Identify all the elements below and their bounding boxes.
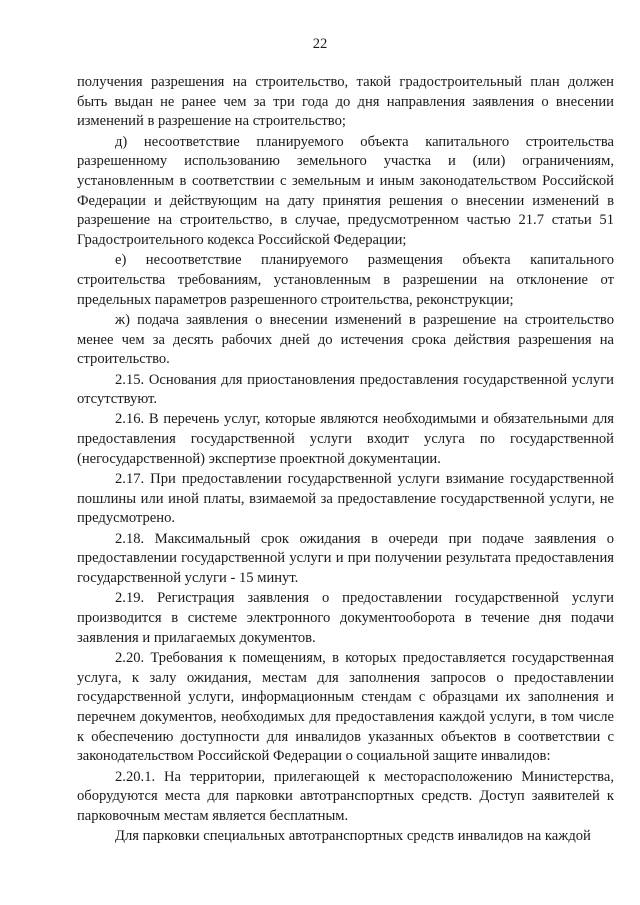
paragraph-2-15: 2.15. Основания для приостановления предоставления государственной услуги отсутствуют. bbox=[77, 371, 614, 408]
paragraph-2-17: 2.17. При предоставлении государственной услуги взимание государственной пошлины или иной платы, взимаемой за предоставление государственной услуги, не предусмотрено. bbox=[77, 471, 614, 527]
page-number: 22 bbox=[312, 36, 328, 52]
paragraph-item-zh: ж) подача заявления о внесении изменений в разрешение на строительство менее чем за десять рабочих дней до истечения срока действия разрешения на строительство. bbox=[77, 311, 614, 368]
document-body bbox=[77, 73, 614, 847]
paragraph-2-16: 2.16. В перечень услуг, которые являются необходимыми и обязательными для предоставления государственной услуги входит услуга по государственной (негосударственной) экспертизе проектной документации. bbox=[77, 411, 614, 467]
paragraph-continuation: получения разрешения на строительство, такой градостроительный план должен быть выдан не ранее чем за три года до дня направления заявления о внесении изменений в разрешение на строительство; bbox=[77, 74, 614, 130]
paragraph-item-e: е) несоответствие планируемого размещения объекта капитального строительства требованиям, установленным в разрешении на отклонение от предельных параметров разрешенного строительства, реконструкции; bbox=[77, 252, 614, 308]
paragraph-2-18: 2.18. Максимальный срок ожидания в очереди при подаче заявления о предоставлении государственной услуги и при получении результата предоставления государственной услуги - 15 минут. bbox=[77, 530, 614, 587]
paragraph-2-19: 2.19. Регистрация заявления о предоставлении государственной услуги производится в системе электронного документооборота в течение дня подачи заявления и прилагаемых документов. bbox=[77, 590, 614, 646]
paragraph-2-20-1: 2.20.1. На территории, прилегающей к месторасположению Министерства, оборудуются места для парковки автотранспортных средств. Доступ заявителей к парковочным местам является бесплатным. bbox=[77, 768, 614, 825]
paragraph-parking-disabled: Для парковки специальных автотранспортных средств инвалидов на каждой bbox=[115, 828, 591, 845]
paragraph-item-d: д) несоответствие планируемого объекта капитального строительства разрешенному использованию земельного участка и (или) ограничениям, установленным в соответствии с земельным и иным законодательством Российской Федерации и действующим на дату принятия решения о внесении изменений в разрешение на строительство, в случае, предусмотренном частью 21.7 статьи 51 Градостроительного кодекса Российской Федерации; bbox=[77, 133, 614, 249]
paragraph-2-20: 2.20. Требования к помещениям, в которых предоставляется государственная услуга, к залу ожидания, местам для заполнения запросов о предоставлении государственной услуги, информационным стендам с образцами их заполнения и перечнем документов, необходимых для предоставления каждой услуги, в том числе к обеспечению доступности для инвалидов указанных объектов в соответствии с законодательством Российской Федерации о социальной защите инвалидов: bbox=[77, 649, 614, 765]
